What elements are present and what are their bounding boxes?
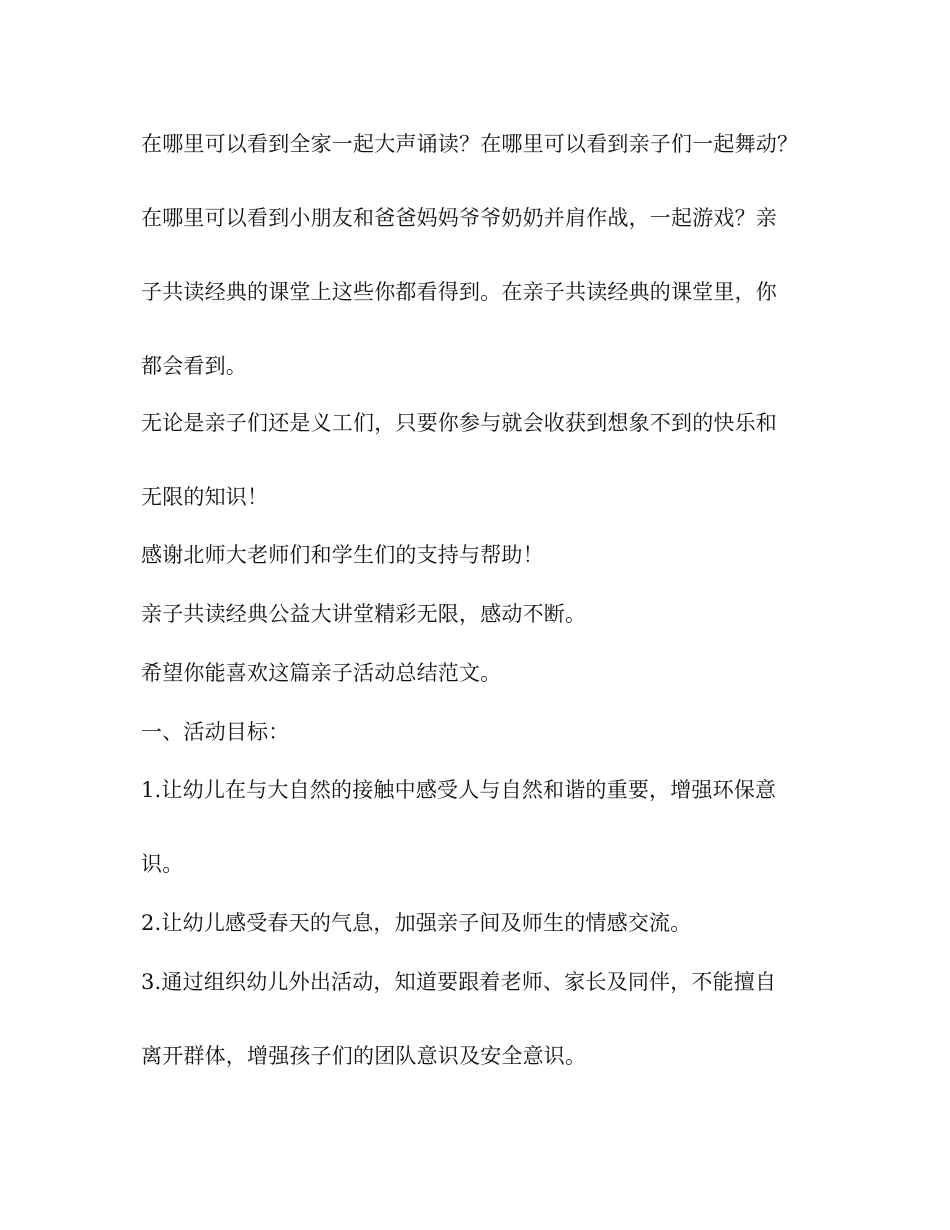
paragraph-line-6: 无限的知识！ <box>141 485 269 509</box>
paragraph-line-9: 希望你能喜欢这篇亲子活动总结范文。 <box>141 661 502 685</box>
list-item-3-line-1: 3.通过组织幼儿外出活动，知道要跟着老师、家长及同伴，不能擅自 <box>141 970 777 994</box>
list-item-2: 2.让幼儿感受春天的气息，加强亲子间及师生的情感交流。 <box>141 911 692 935</box>
list-item-1-line-1: 1.让幼儿在与大自然的接触中感受人与自然和谐的重要，增强环保意 <box>141 778 777 802</box>
paragraph-line-3: 子共读经典的课堂上这些你都看得到。在亲子共读经典的课堂里，你 <box>141 280 777 304</box>
list-item-1-line-2: 识。 <box>141 852 184 876</box>
paragraph-line-4: 都会看到。 <box>141 354 247 378</box>
section-heading: 一、活动目标： <box>141 720 290 744</box>
paragraph-line-8: 亲子共读经典公益大讲堂精彩无限，感动不断。 <box>141 602 587 626</box>
paragraph-line-5: 无论是亲子们还是义工们，只要你参与就会收获到想象不到的快乐和 <box>141 411 777 435</box>
paragraph-line-7: 感谢北师大老师们和学生们的支持与帮助！ <box>141 543 544 567</box>
list-item-3-line-2: 离开群体，增强孩子们的团队意识及安全意识。 <box>141 1044 587 1068</box>
paragraph-line-1: 在哪里可以看到全家一起大声诵读？在哪里可以看到亲子们一起舞动？ <box>141 132 799 156</box>
paragraph-line-2: 在哪里可以看到小朋友和爸爸妈妈爷爷奶奶并肩作战，一起游戏？亲 <box>141 206 777 230</box>
